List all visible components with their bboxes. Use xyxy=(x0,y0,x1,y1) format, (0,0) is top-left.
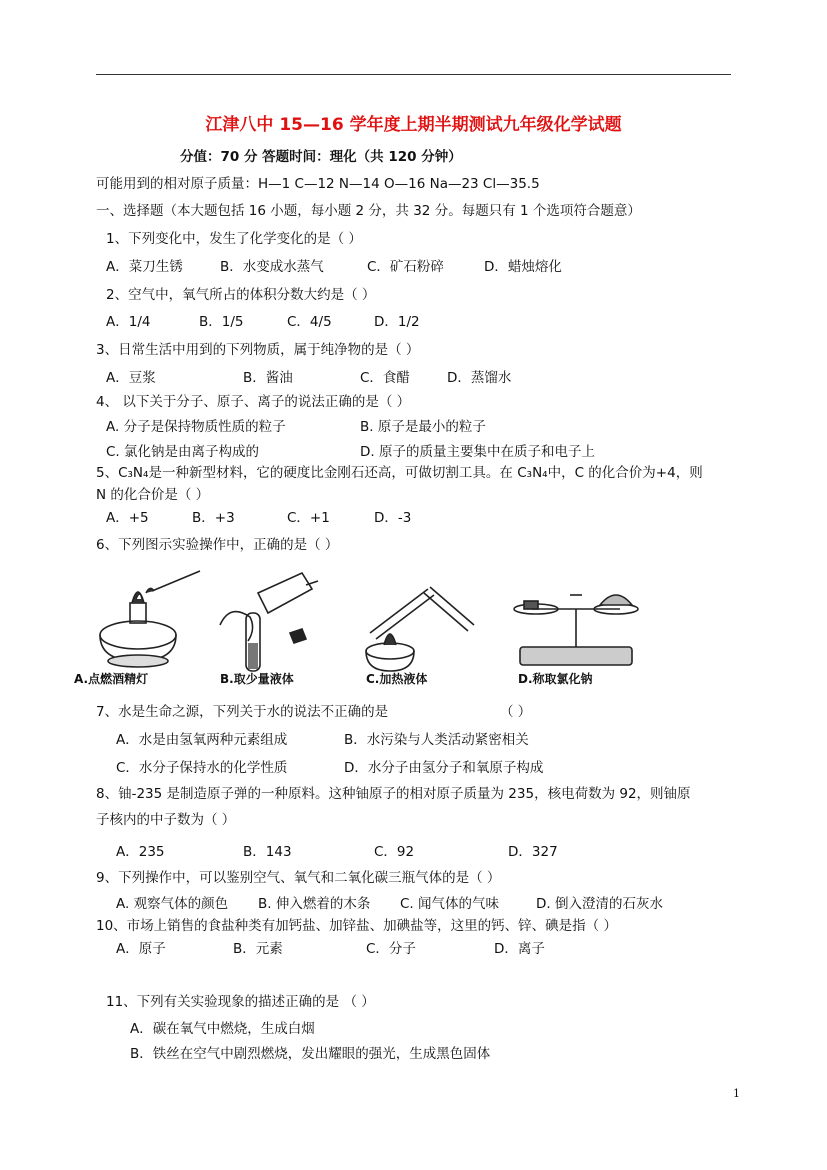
figure-caption-a: A.点燃酒精灯 xyxy=(74,672,149,686)
question-5-stem: 5、C₃N₄是一种新型材料，它的硬度比金刚石还高，可做切割工具。在 C₃N₄中，C 的化合价为+4，则 xyxy=(96,465,703,481)
question-5-option-d: D．-3 xyxy=(374,510,412,526)
question-8-option-a: A．235 xyxy=(116,844,165,860)
question-1-option-b: B．水变成水蒸气 xyxy=(220,259,324,275)
question-5-option-c: C．+1 xyxy=(287,510,330,526)
question-10-stem: 10、市场上销售的食盐种类有加钙盐、加锌盐、加碘盐等，这里的钙、锌、碘是指（ ） xyxy=(96,918,617,934)
heating-liquid-image xyxy=(366,587,474,671)
lab-operations-figure xyxy=(70,563,673,690)
question-10-option-a: A．原子 xyxy=(116,941,166,957)
question-4-option-d: D. 原子的质量主要集中在质子和电子上 xyxy=(360,444,595,460)
question-8-stem: 8、铀-235 是制造原子弹的一种原料。这种铀原子的相对原子质量为 235，核电荷数为 92，则铀原 xyxy=(96,786,691,802)
question-1-option-d: D．蜡烛熔化 xyxy=(484,259,562,275)
question-5-option-a: A．+5 xyxy=(106,510,149,526)
question-5-option-b: B．+3 xyxy=(192,510,235,526)
question-9-stem: 9、下列操作中，可以鉴别空气、氧气和二氧化碳三瓶气体的是（ ） xyxy=(96,870,501,886)
question-8-stem-cont: 子核内的中子数为（ ） xyxy=(96,812,236,828)
question-3-option-d: D．蒸馏水 xyxy=(447,370,512,386)
exam-title: 江津八中 15—16 学年度上期半期测试九年级化学试题 xyxy=(205,115,622,135)
question-4-option-b: B. 原子是最小的粒子 xyxy=(360,419,486,435)
question-10-option-b: B．元素 xyxy=(233,941,283,957)
question-9-option-a: A. 观察气体的颜色 xyxy=(116,896,229,912)
question-2-option-b: B．1/5 xyxy=(199,314,244,330)
question-4-stem: 4、 以下关于分子、原子、离子的说法正确的是（ ） xyxy=(96,394,411,410)
question-4-option-c: C. 氯化钠是由离子构成的 xyxy=(106,444,260,460)
atomic-masses: 可能用到的相对原子质量：H—1 C—12 N—14 O—16 Na—23 Cl—35.5 xyxy=(96,176,540,192)
question-7-answer-paren: （ ） xyxy=(500,704,532,720)
question-6-stem: 6、下列图示实验操作中，正确的是（ ） xyxy=(96,537,339,553)
question-2-option-c: C．4/5 xyxy=(287,314,332,330)
question-2-stem: 2、空气中，氧气所占的体积分数大约是（ ） xyxy=(106,287,376,303)
balance-weighing-image xyxy=(514,595,638,665)
question-3-option-a: A．豆浆 xyxy=(106,370,156,386)
question-2-option-d: D．1/2 xyxy=(374,314,420,330)
exam-subtitle: 分值：70 分 答题时间：理化（共 120 分钟） xyxy=(180,149,462,165)
pouring-liquid-image xyxy=(220,573,318,671)
header-rule xyxy=(96,74,731,75)
figure-caption-b: B.取少量液体 xyxy=(220,672,294,686)
figure-caption-d: D.称取氯化钠 xyxy=(518,672,593,686)
question-3-option-b: B．酱油 xyxy=(243,370,293,386)
question-5-stem-cont: N 的化合价是（ ） xyxy=(96,487,210,503)
question-4-option-a: A. 分子是保持物质性质的粒子 xyxy=(106,419,286,435)
question-3-stem: 3、日常生活中用到的下列物质，属于纯净物的是（ ） xyxy=(96,342,420,358)
question-10-option-d: D．离子 xyxy=(494,941,545,957)
question-7-option-a: A．水是由氢氧两种元素组成 xyxy=(116,732,288,748)
question-8-option-b: B．143 xyxy=(243,844,292,860)
question-8-option-d: D．327 xyxy=(508,844,558,860)
figure-caption-c: C.加热液体 xyxy=(366,672,428,686)
question-10-option-c: C．分子 xyxy=(366,941,416,957)
question-9-option-c: C. 闻气体的气味 xyxy=(400,896,500,912)
question-11-option-a: A．碳在氧气中燃烧，生成白烟 xyxy=(130,1021,315,1037)
question-7-option-b: B．水污染与人类活动紧密相关 xyxy=(344,732,529,748)
question-1-option-c: C．矿石粉碎 xyxy=(367,259,444,275)
question-8-option-c: C．92 xyxy=(374,844,415,860)
question-1-stem: 1、下列变化中，发生了化学变化的是（ ） xyxy=(106,231,362,247)
question-11-stem: 11、下列有关实验现象的描述正确的是 （ ） xyxy=(106,994,375,1010)
question-9-option-d: D. 倒入澄清的石灰水 xyxy=(536,896,663,912)
alcohol-lamp-lighting-image xyxy=(100,571,200,667)
question-9-option-b: B. 伸入燃着的木条 xyxy=(258,896,371,912)
question-7-option-c: C．水分子保持水的化学性质 xyxy=(116,760,288,776)
page-number: 1 xyxy=(733,1087,740,1100)
question-7-stem: 7、水是生命之源，下列关于水的说法不正确的是 xyxy=(96,704,389,720)
question-2-option-a: A．1/4 xyxy=(106,314,151,330)
question-1-option-a: A．菜刀生锈 xyxy=(106,259,183,275)
question-7-option-d: D．水分子由氢分子和氧原子构成 xyxy=(344,760,544,776)
section-heading: 一、选择题（本大题包括 16 小题，每小题 2 分，共 32 分。每题只有 1 个选项符合题意） xyxy=(96,203,641,219)
question-11-option-b: B．铁丝在空气中剧烈燃烧，发出耀眼的强光，生成黑色固体 xyxy=(130,1046,491,1062)
question-3-option-c: C．食醋 xyxy=(360,370,410,386)
